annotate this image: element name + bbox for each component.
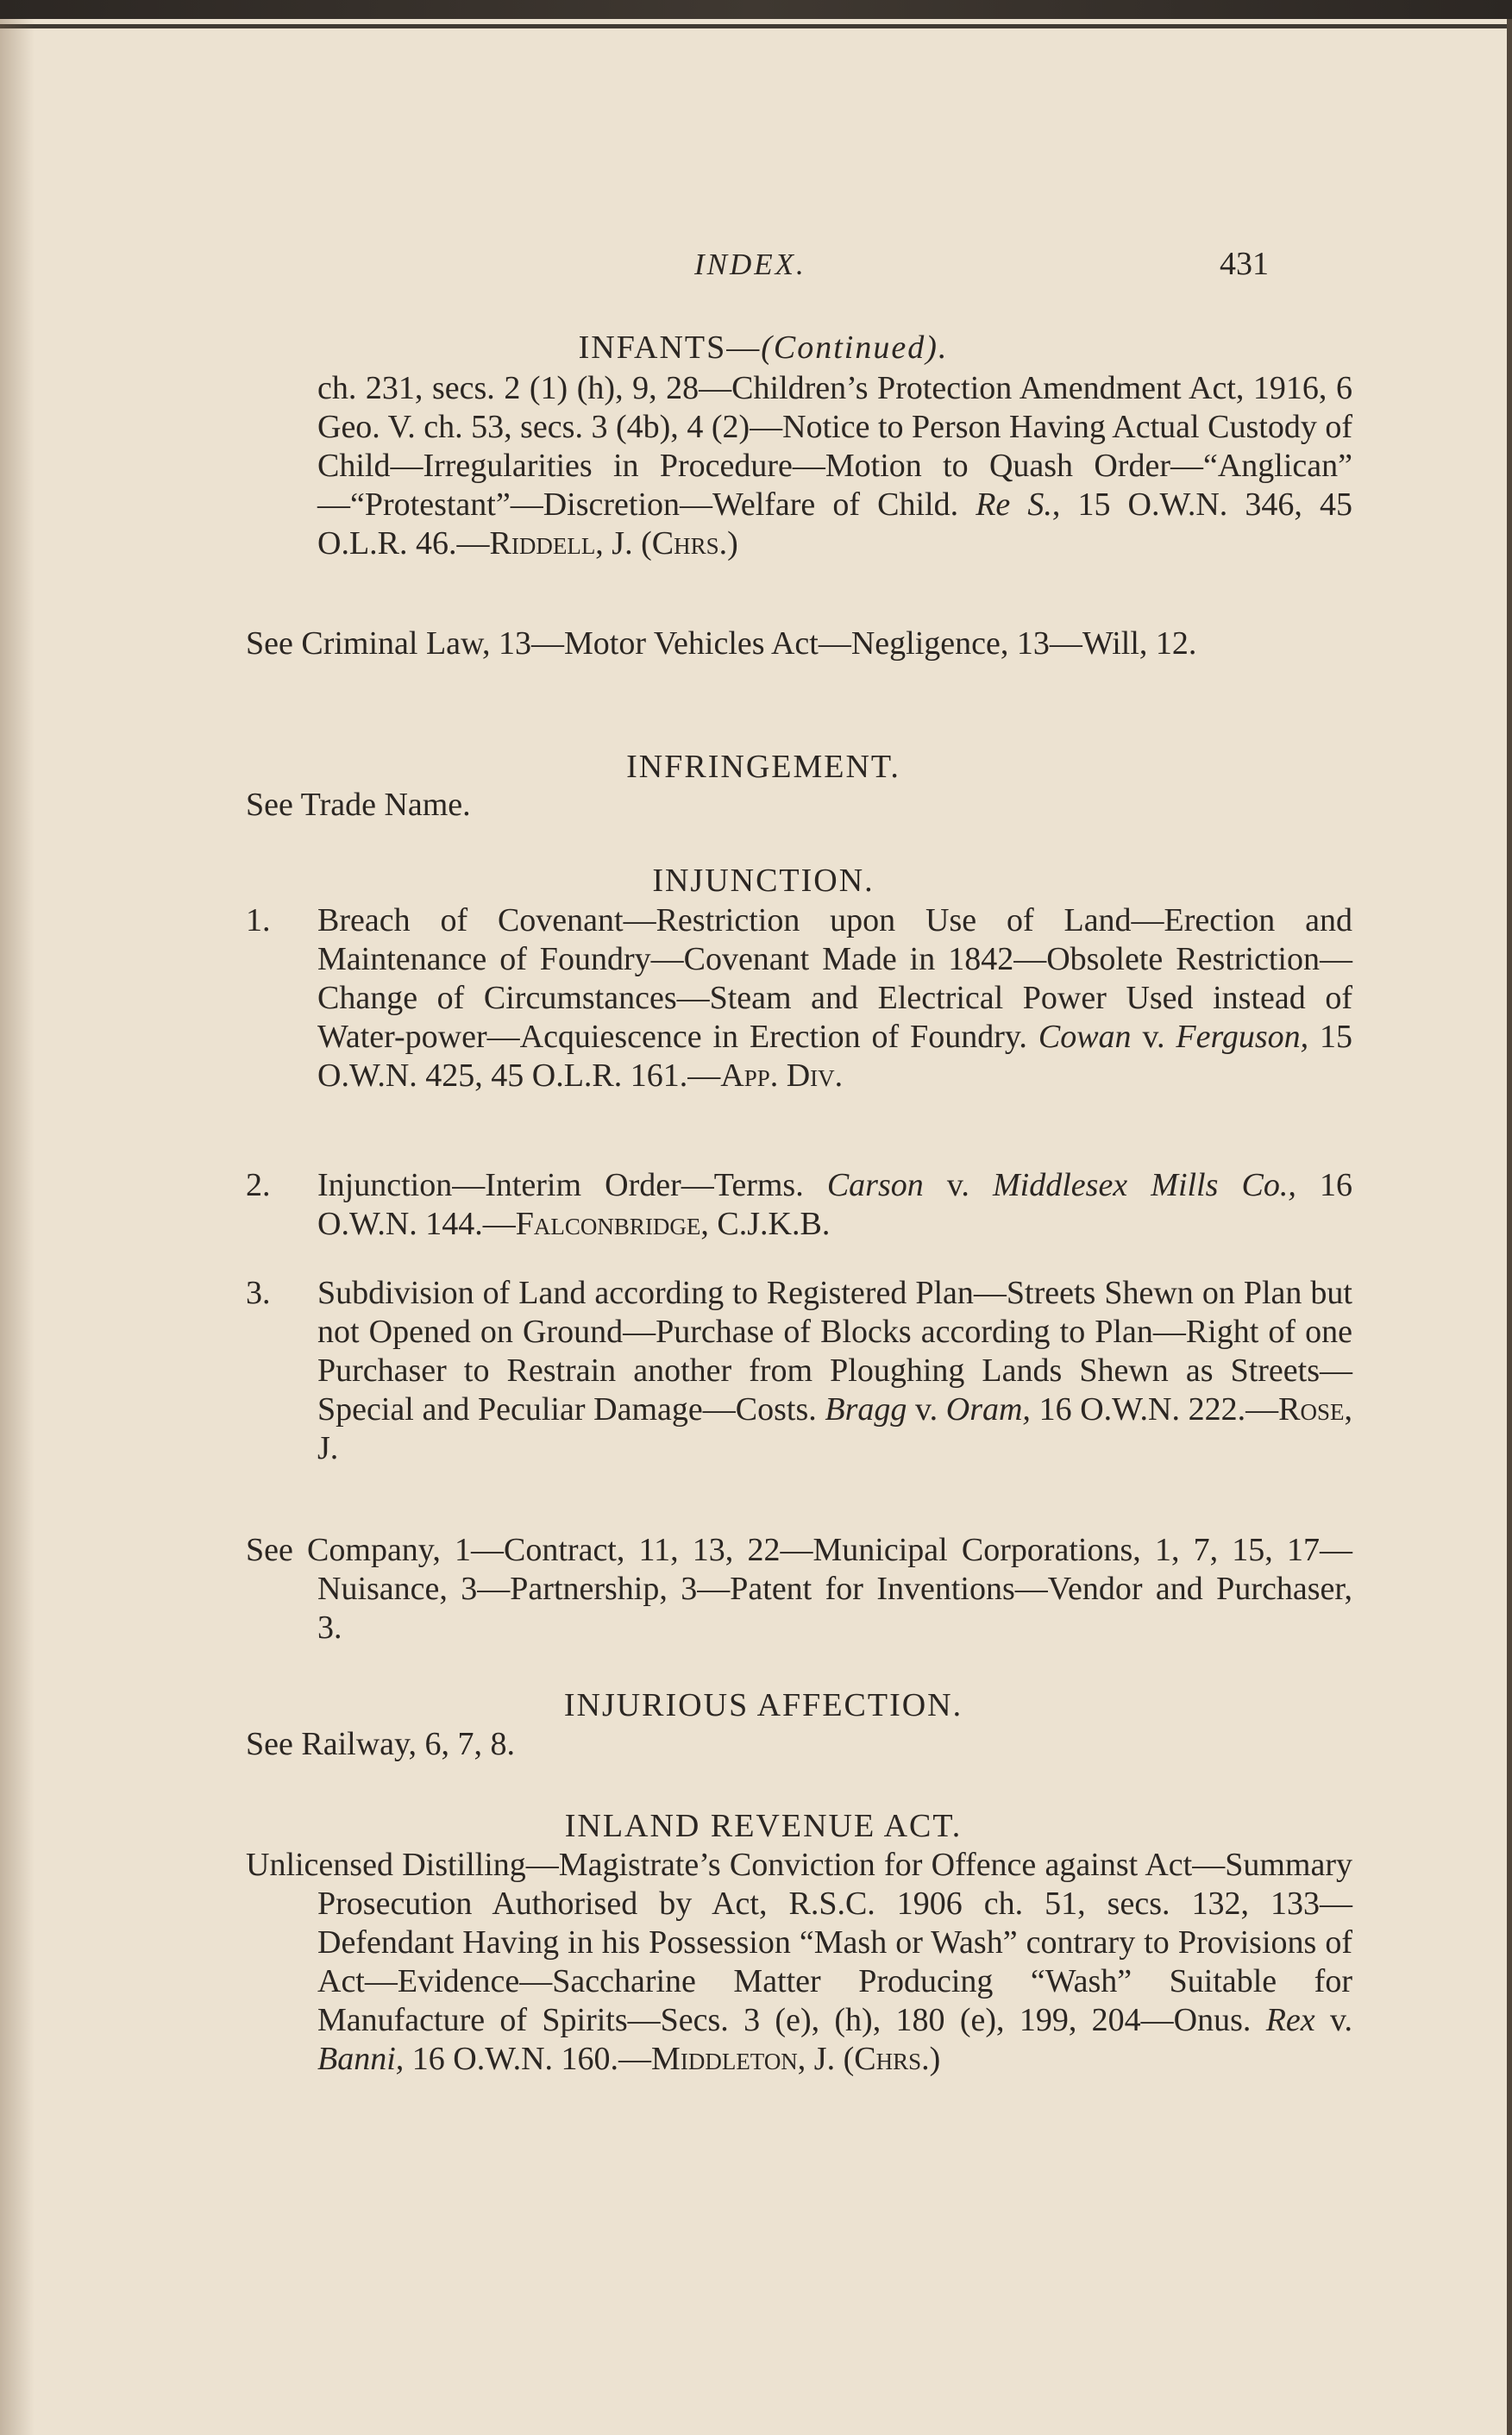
- running-header: [246, 245, 1281, 284]
- infants-entry-judge: Riddell, J. (Chrs.): [489, 525, 738, 562]
- injunction-entry-2-versus: v.: [923, 1167, 994, 1203]
- heading-infants-continued: (Continued).: [761, 329, 949, 366]
- injunction-entry-3: [246, 1274, 1352, 1468]
- injunction-entry-3-party-1: Bragg: [825, 1391, 907, 1428]
- injunction-entry-1-party-1: Cowan: [1038, 1019, 1132, 1055]
- heading-injunction: INJUNCTION.: [652, 863, 875, 899]
- heading-injurious-affection: INJURIOUS AFFECTION.: [563, 1687, 963, 1723]
- heading-inland-revenue-act: INLAND REVENUE ACT.: [564, 1808, 963, 1844]
- injunction-entry-1-text: Breach of Covenant—Restriction upon Use of Land—Erection and Maintenance of Foundry—Covenant Made in 1842—Obsolete Restriction—Change of Circumstances—Steam and Electrical Power Used instead of Water-power—Acquiescence in Erection of Foundry.: [317, 902, 1352, 1055]
- infants-entry-case: Re S.: [976, 486, 1052, 523]
- infringement-see-also: See Trade Name.: [246, 787, 471, 823]
- injunction-entry-3-versus: v.: [907, 1391, 946, 1428]
- injunction-entry-1-number: 1.: [246, 902, 271, 938]
- injunction-entry-3-number: 3.: [246, 1275, 271, 1311]
- injurious-affection-see-also: See Railway, 6, 7, 8.: [246, 1726, 516, 1762]
- heading-infants: [246, 329, 1281, 367]
- book-binding-edge: [0, 0, 1512, 19]
- injunction-entry-2-party-1: Carson: [826, 1167, 924, 1203]
- page-number: 431: [1220, 246, 1269, 282]
- injunction-entry-1-judge: App. Div.: [720, 1057, 844, 1094]
- infants-entry-citation: , 15 O.W.N. 346, 45 O.L.R. 46.—: [317, 486, 1352, 562]
- injunction-entry-3-judge: Rose, J.: [317, 1391, 1353, 1466]
- injunction-see-also: See Company, 1—Contract, 11, 13, 22—Municipal Corporations, 1, 7, 15, 17—Nuisance, 3—Partnership, 3—Patent for Inventions—Vendor and Purchaser, 3.: [246, 1532, 1352, 1646]
- injunction-entry-2: [246, 1166, 1352, 1244]
- infants-entry: [246, 369, 1352, 563]
- heading-infringement: INFRINGEMENT.: [626, 749, 900, 785]
- infants-see-also: See Criminal Law, 13—Motor Vehicles Act—Negligence, 13—Will, 12.: [246, 625, 1197, 662]
- injunction-entry-2-party-2: Middlesex Mills Co.,: [993, 1167, 1296, 1203]
- inland-revenue-entry-party-2: Banni,: [317, 2041, 405, 2077]
- injunction-entry-2-judge: Falconbridge, C.J.K.B.: [515, 1206, 831, 1242]
- inland-revenue-entry-text: Unlicensed Distilling—Magistrate’s Conviction for Offence against Act—Summary Prosecution Authorised by Act, R.S.C. 1906 ch. 51, secs. 132, 133—Defendant Having in his Possession “Mash or Wash” contrary to Provisions of Act—Evidence—Saccharine Matter Producing “Wash” Suitable for Manufacture of Spirits—Secs. 3 (e), (h), 180 (e), 199, 204—Onus.: [246, 1847, 1352, 2038]
- inland-revenue-entry-party-1: Rex: [1265, 2002, 1315, 2038]
- injunction-entry-1-party-2: Ferguson,: [1176, 1019, 1309, 1055]
- injunction-entry-1-citation: 15 O.W.N. 425, 45 O.L.R. 161.—: [317, 1019, 1353, 1094]
- injunction-entry-2-citation: 16 O.W.N. 144.—: [317, 1167, 1352, 1242]
- injunction-entry-3-citation: 16 O.W.N. 222.—: [1030, 1391, 1279, 1428]
- injunction-entry-2-number: 2.: [246, 1167, 271, 1203]
- injunction-entry-3-party-2: Oram,: [945, 1391, 1031, 1428]
- inland-revenue-entry-citation: 16 O.W.N. 160.—: [404, 2041, 652, 2077]
- page-top-rule: [0, 24, 1512, 28]
- page-right-edge: [1507, 19, 1512, 2435]
- injunction-entry-2-text: Injunction—Interim Order—Terms.: [317, 1167, 804, 1203]
- infants-entry-text: ch. 231, secs. 2 (1) (h), 9, 28—Children’s Protection Amendment Act, 1916, 6 Geo. V. ch. 53, secs. 3 (4b), 4 (2)—Notice to Person Having Actual Custody of Child—Irregularities in Procedure—Motion to Quash Order—“Anglican” —“Protestant”—Discretion—Welfare of Child.: [317, 370, 1352, 523]
- book-page: [0, 19, 1512, 2435]
- inland-revenue-entry-judge: Middleton, J. (Chrs.): [651, 2041, 941, 2077]
- injunction-entry-1-versus: v.: [1131, 1019, 1176, 1055]
- heading-infants-main: INFANTS—: [578, 329, 762, 366]
- inland-revenue-entry-versus: v.: [1314, 2002, 1352, 2038]
- injunction-entry-1: [246, 901, 1352, 1095]
- running-title: INDEX.: [694, 248, 806, 281]
- inland-revenue-entry: [246, 1846, 1352, 2079]
- injunction-entry-3-text: Subdivision of Land according to Registered Plan—Streets Shewn on Plan but not Opened on Ground—Purchase of Blocks according to Plan—Right of one Purchaser to Restrain another from Ploughing Lands Shewn as Streets—Special and Peculiar Damage—Costs.: [317, 1275, 1352, 1428]
- page-gutter-shadow: [0, 19, 35, 2435]
